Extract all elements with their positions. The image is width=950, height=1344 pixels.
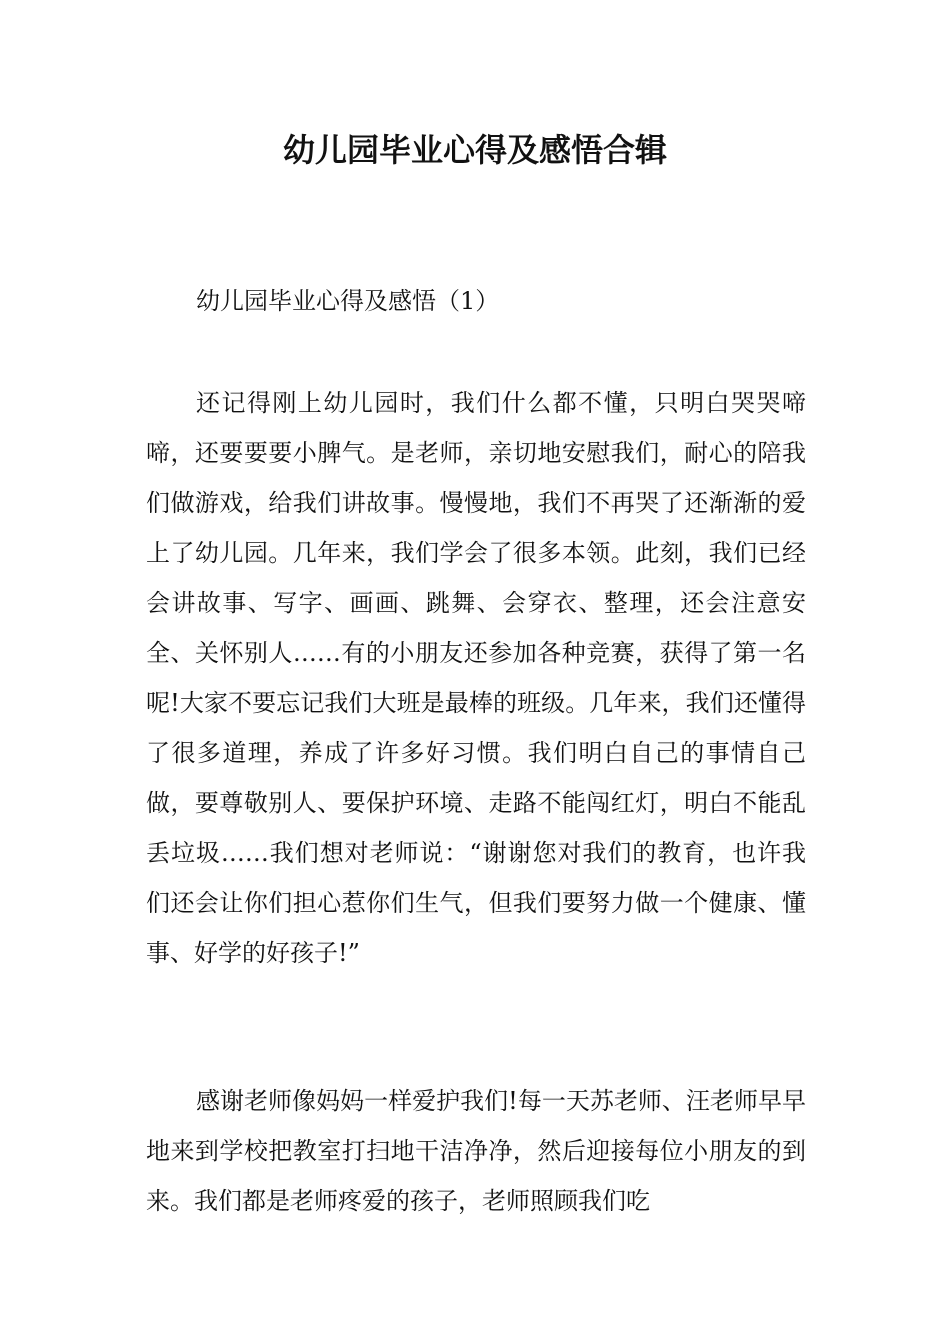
body-paragraph: 感谢老师像妈妈一样爱护我们!每一天苏老师、汪老师早早地来到学校把教室打扫地干洁净净，然后迎接每位小朋友的到来。我们都是老师疼爱的孩子，老师照顾我们吃 (146, 1087, 806, 1215)
section-heading: 幼儿园毕业心得及感悟（1） (196, 287, 500, 315)
body-paragraph: 还记得刚上幼儿园时，我们什么都不懂，只明白哭哭啼啼，还要要要小脾气。是老师，亲切地安慰我们，耐心的陪我们做游戏，给我们讲故事。慢慢地，我们不再哭了还渐渐的爱上了幼儿园。几年来，我们学会了很多本领。此刻，我们已经会讲故事、写字、画画、跳舞、会穿衣、整理，还会注意安全、关怀别人……有的小朋友还参加各种竞赛，获得了第一名呢!大家不要忘记我们大班是最棒的班级。几年来，我们还懂得了很多道理，养成了许多好习惯。我们明白自己的事情自己做，要尊敬别人、要保护环境、走路不能闯红灯，明白不能乱丢垃圾……我们想对老师说：“谢谢您对我们的教育，也许我们还会让你们担心惹你们生气，但我们要努力做一个健康、懂事、好学的好孩子!” (146, 389, 806, 967)
document-title: 幼儿园毕业心得及感悟合辑 (282, 131, 667, 169)
